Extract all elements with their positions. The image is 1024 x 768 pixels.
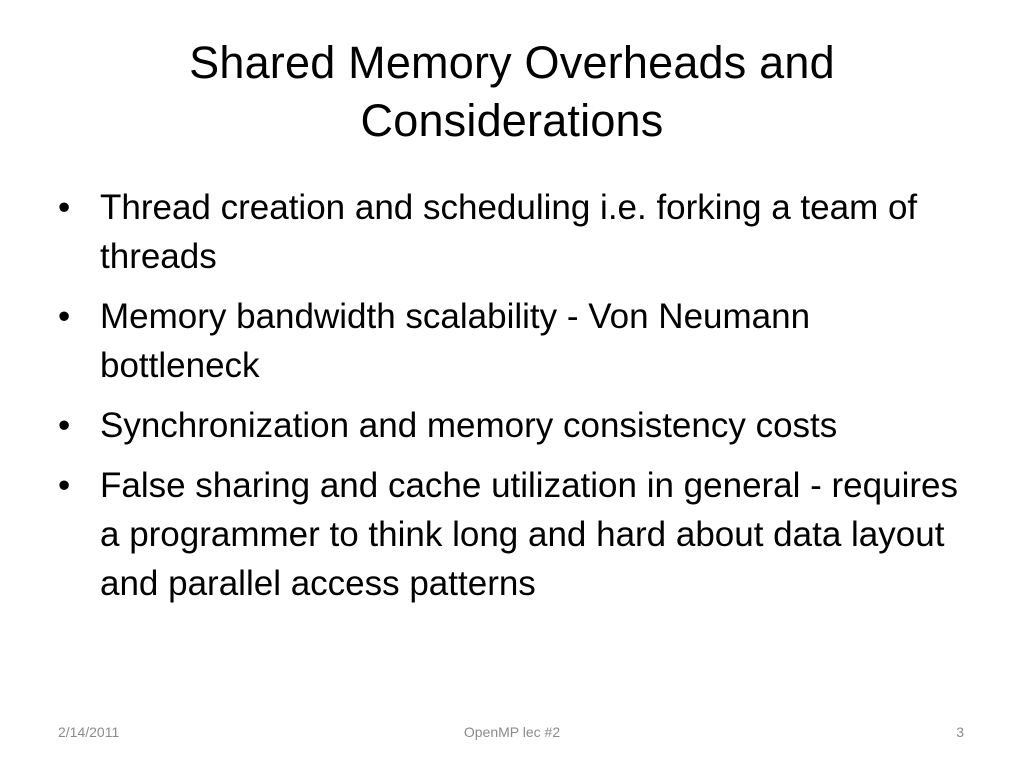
- page-number: 3: [956, 724, 964, 740]
- bullet-text: Memory bandwidth scalability - Von Neumann bottleneck: [100, 297, 811, 385]
- bullet-item: [58, 461, 978, 608]
- bullet-icon: •: [58, 466, 71, 505]
- bullet-icon: •: [58, 297, 71, 336]
- footer-title: OpenMP lec #2: [463, 724, 561, 740]
- bullet-item: [58, 183, 978, 281]
- bullet-text: Thread creation and scheduling i.e. forking a team of threads: [100, 188, 918, 276]
- footer-date: 2/14/2011: [58, 724, 120, 740]
- bullet-list: [58, 183, 978, 619]
- bullet-text: False sharing and cache utilization in general - requires a programmer to think long and hard about data layout and parallel access patterns: [100, 466, 958, 603]
- bullet-icon: •: [58, 188, 71, 227]
- slide-title: Shared Memory Overheads and Considerations: [189, 37, 835, 146]
- bullet-icon: •: [58, 406, 71, 445]
- bullet-text: Synchronization and memory consistency costs: [100, 406, 838, 445]
- bullet-item: [58, 292, 978, 390]
- bullet-item: [58, 401, 978, 450]
